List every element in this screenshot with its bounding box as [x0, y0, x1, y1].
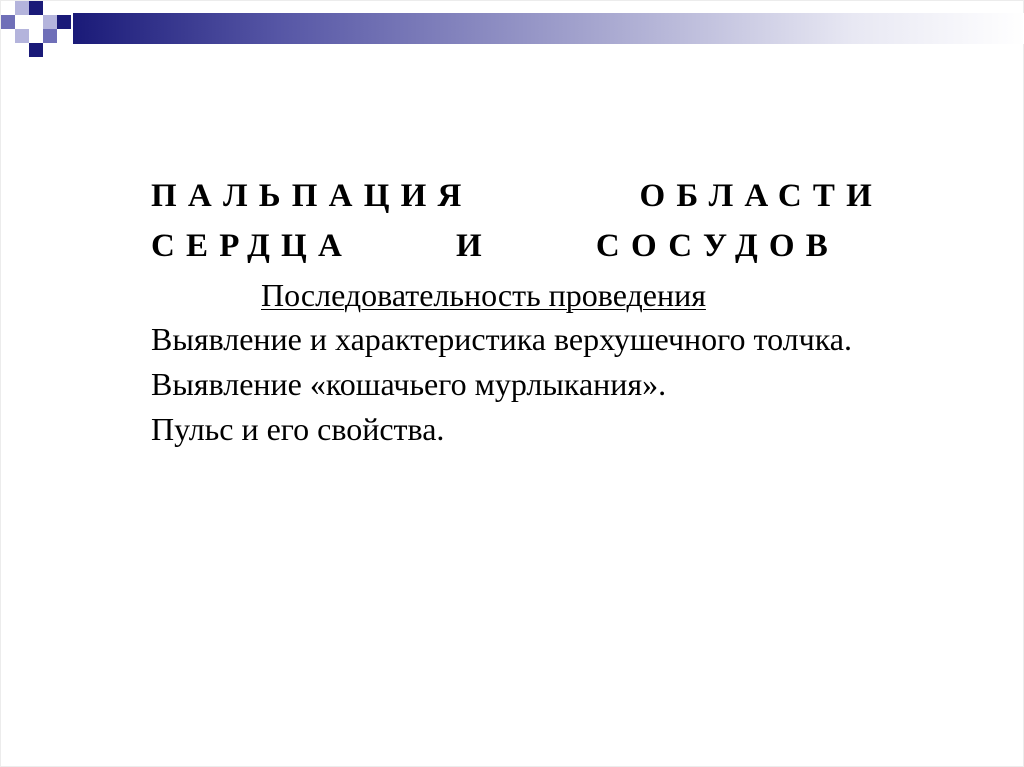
deco-square — [43, 29, 57, 43]
title-word: СОСУДОВ — [595, 228, 839, 264]
title-line-2 — [151, 221, 839, 271]
title-line-1 — [151, 171, 883, 221]
title-word: СЕРДЦА — [151, 228, 353, 264]
deco-square — [1, 15, 15, 29]
header-gradient-bar — [73, 13, 1024, 44]
slide-content — [151, 171, 891, 452]
list-item: Пульс и его свойства. — [151, 411, 445, 447]
deco-square — [15, 1, 29, 15]
list-item: Выявление «кошачьего мурлыкания». — [151, 366, 667, 402]
title-word: ОБЛАСТИ — [639, 178, 883, 214]
deco-square — [15, 29, 29, 43]
deco-square — [29, 43, 43, 57]
deco-square — [29, 1, 43, 15]
subtitle: Последовательность проведения — [261, 277, 706, 313]
deco-square — [43, 15, 57, 29]
decorative-squares — [1, 1, 81, 71]
title-word: ПАЛЬПАЦИЯ — [151, 178, 473, 214]
title-word: И — [456, 228, 493, 264]
list-item: Выявление и характеристика верхушечного толчка. — [151, 321, 852, 357]
deco-square — [57, 15, 71, 29]
